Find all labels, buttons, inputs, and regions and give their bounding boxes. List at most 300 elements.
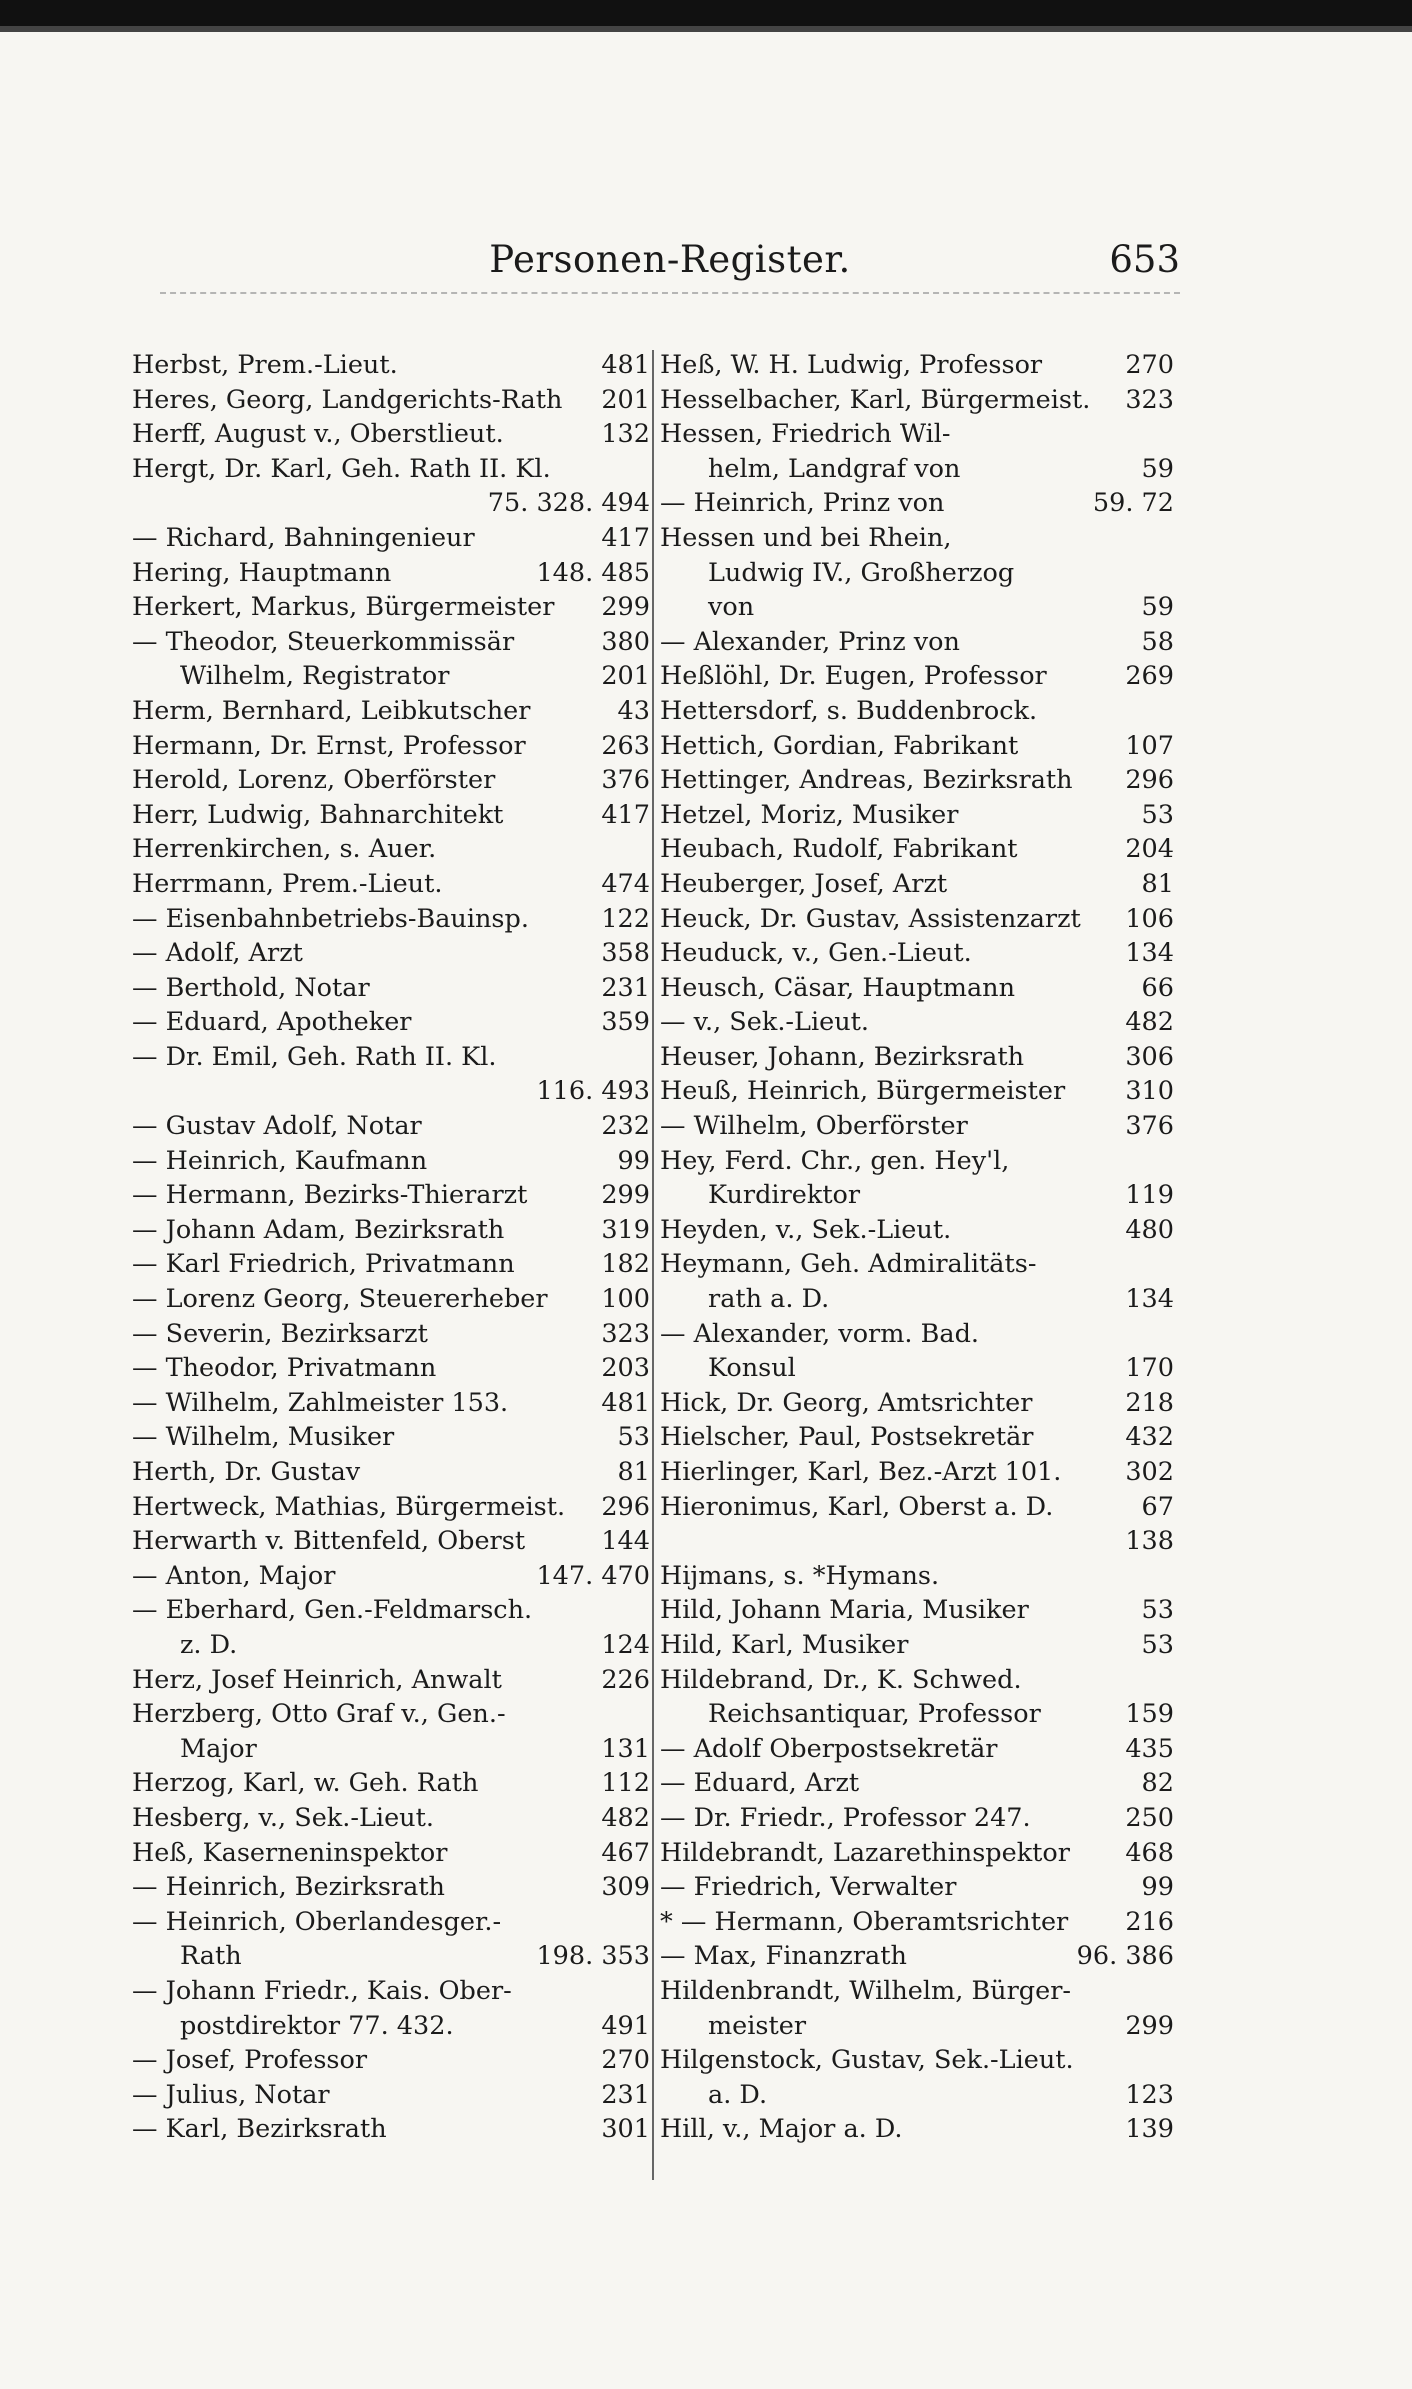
entry-page-refs: 122 [601, 903, 650, 934]
entry-page-refs: 106 [1125, 903, 1174, 934]
index-entry [132, 1144, 650, 1179]
entry-text: Hermann, Dr. Ernst, Professor [132, 730, 526, 761]
entry-text: Hettich, Gordian, Fabrikant [660, 730, 1019, 761]
entry-text: — Julius, Notar [132, 2079, 330, 2110]
entry-text: Hessen, Friedrich Wil- [660, 419, 951, 450]
entry-page-refs: 182 [601, 1249, 650, 1280]
index-entry [132, 798, 650, 833]
entry-text: Heuck, Dr. Gustav, Assistenzarzt [660, 903, 1081, 934]
entry-page-refs: 99 [1141, 1872, 1174, 1903]
entry-page-refs: 263 [601, 730, 650, 761]
entry-text: Heßlöhl, Dr. Eugen, Professor [660, 661, 1047, 692]
index-entry [660, 625, 1174, 660]
index-entry [132, 625, 650, 660]
index-entry [660, 1455, 1174, 1490]
entry-page-refs: 82 [1141, 1768, 1174, 1799]
entry-page-refs: 299 [601, 592, 650, 623]
entry-text: Herbst, Prem.-Lieut. [132, 350, 398, 380]
entry-text: — Heinrich, Bezirksrath [132, 1872, 445, 1903]
entry-text: Heuß, Heinrich, Bürgermeister [660, 1076, 1066, 1107]
entry-text: — Dr. Friedr., Professor 247. [660, 1802, 1031, 1833]
entry-page-refs: 53 [1141, 1595, 1174, 1626]
entry-text: Hild, Johann Maria, Musiker [660, 1595, 1029, 1626]
index-entry [660, 1766, 1174, 1801]
entry-text: Ludwig IV., Großherzog [708, 557, 1015, 588]
entry-page-refs: 198. 353 [536, 1941, 650, 1972]
entry-page-refs: 380 [601, 626, 650, 657]
entry-text: — Max, Finanzrath [660, 1941, 907, 1972]
index-entry [132, 1247, 650, 1282]
entry-page-refs: 319 [601, 1214, 650, 1245]
index-entry [132, 1178, 650, 1213]
index-entry [132, 763, 650, 798]
index-entry [660, 452, 1174, 487]
entry-text: Hessen und bei Rhein, [660, 522, 952, 553]
index-entry [132, 2043, 650, 2078]
entry-text: — Hermann, Bezirks-Thierarzt [132, 1180, 528, 1211]
entry-text: — Heinrich, Oberlandesger.- [132, 1906, 502, 1937]
index-entry [132, 1317, 650, 1352]
index-entry [132, 2009, 650, 2044]
entry-text: Herff, August v., Oberstlieut. [132, 419, 504, 450]
entry-page-refs: 53 [1141, 799, 1174, 830]
entry-page-refs: 112 [601, 1768, 650, 1799]
entry-text: Hijmans, s. *Hymans. [660, 1560, 940, 1591]
entry-page-refs: 232 [601, 1111, 650, 1142]
scan-edge-shadow [0, 26, 1412, 32]
index-entry [660, 556, 1174, 591]
entry-text: Heß, Kaserneninspektor [132, 1837, 448, 1868]
entry-page-refs: 270 [601, 2045, 650, 2076]
entry-page-refs: 467 [601, 1837, 650, 1868]
entry-text: a. D. [708, 2079, 768, 2110]
entry-page-refs: 67 [1141, 1491, 1174, 1522]
entry-page-refs: 310 [1125, 1076, 1174, 1107]
index-entry [132, 1732, 650, 1767]
index-entry [132, 1386, 650, 1421]
entry-page-refs: 159 [1125, 1699, 1174, 1730]
entry-text: Herrmann, Prem.-Lieut. [132, 868, 443, 899]
entry-text: Hill, v., Major a. D. [660, 2114, 903, 2145]
page-header [160, 238, 1180, 286]
entry-text: — v., Sek.-Lieut. [660, 1007, 869, 1038]
entry-text: — Dr. Emil, Geh. Rath II. Kl. [132, 1041, 497, 1072]
index-entry [132, 1490, 650, 1525]
index-entry [660, 1559, 1174, 1594]
index-entry [660, 2078, 1174, 2113]
index-entry [132, 1593, 650, 1628]
page-number: 653 [1109, 238, 1180, 281]
index-entry [132, 1524, 650, 1559]
index-entry [660, 1109, 1174, 1144]
entry-text: — Eisenbahnbetriebs-Bauinsp. [132, 903, 529, 934]
page-title: Personen-Register. [489, 238, 851, 281]
entry-text: Konsul [708, 1353, 796, 1384]
index-entry [132, 1005, 650, 1040]
entry-text: — Wilhelm, Zahlmeister 153. [132, 1387, 509, 1418]
entry-text: Heuser, Johann, Bezirksrath [660, 1041, 1024, 1072]
entry-text: — Alexander, vorm. Bad. [660, 1318, 979, 1349]
entry-text: Herrenkirchen, s. Auer. [132, 834, 437, 865]
index-entry [660, 1040, 1174, 1075]
entry-text: * — Hermann, Oberamtsrichter [660, 1906, 1069, 1937]
entry-text: — Wilhelm, Musiker [132, 1422, 395, 1453]
entry-text: Herzberg, Otto Graf v., Gen.- [132, 1699, 506, 1730]
entry-page-refs: 66 [1141, 972, 1174, 1003]
entry-text: meister [708, 2010, 807, 2041]
entry-text: — Friedrich, Verwalter [660, 1872, 957, 1903]
entry-page-refs: 376 [1125, 1111, 1174, 1142]
entry-text: Hetzel, Moriz, Musiker [660, 799, 959, 830]
index-entry [660, 1247, 1174, 1282]
index-entry [132, 1628, 650, 1663]
index-entry [660, 729, 1174, 764]
entry-page-refs: 132 [601, 419, 650, 450]
entry-text: Herr, Ludwig, Bahnarchitekt [132, 799, 504, 830]
index-entry [132, 1766, 650, 1801]
entry-page-refs: 359 [601, 1007, 650, 1038]
index-entry [660, 1870, 1174, 1905]
index-entry [660, 1593, 1174, 1628]
entry-text: — Eduard, Apotheker [132, 1007, 412, 1038]
index-entry [660, 798, 1174, 833]
entry-page-refs: 59 [1141, 453, 1174, 484]
entry-text: Herz, Josef Heinrich, Anwalt [132, 1664, 502, 1695]
entry-page-refs: 269 [1125, 661, 1174, 692]
entry-page-refs: 59 [1141, 592, 1174, 623]
index-entry [132, 417, 650, 452]
entry-page-refs: 435 [1125, 1733, 1174, 1764]
entry-text: — Adolf Oberpostsekretär [660, 1733, 998, 1764]
entry-page-refs: 134 [1125, 1284, 1174, 1315]
index-entry [660, 1628, 1174, 1663]
entry-text: Herold, Lorenz, Oberförster [132, 765, 496, 796]
index-entry [132, 1663, 650, 1698]
entry-page-refs: 124 [601, 1629, 650, 1660]
index-entry [132, 1559, 650, 1594]
entry-page-refs: 302 [1125, 1457, 1174, 1487]
entry-text: Herm, Bernhard, Leibkutscher [132, 695, 531, 726]
index-entry [132, 1351, 650, 1386]
entry-page-refs: 482 [601, 1802, 650, 1833]
entry-text: Hesselbacher, Karl, Bürgermeist. [660, 384, 1091, 415]
entry-text: Heuduck, v., Gen.-Lieut. [660, 938, 972, 969]
index-entry [660, 1732, 1174, 1767]
index-entry [660, 1074, 1174, 1109]
entry-text: Hesberg, v., Sek.-Lieut. [132, 1802, 434, 1833]
entry-text: rath a. D. [708, 1284, 830, 1315]
entry-text: Heubach, Rudolf, Fabrikant [660, 834, 1018, 865]
entry-text: — Eberhard, Gen.-Feldmarsch. [132, 1595, 533, 1626]
entry-page-refs: 306 [1125, 1041, 1174, 1072]
entry-text: Hildebrandt, Lazarethinspektor [660, 1837, 1070, 1868]
entry-page-refs: 323 [601, 1318, 650, 1349]
entry-text: Herth, Dr. Gustav [132, 1457, 361, 1487]
entry-page-refs: 417 [601, 799, 650, 830]
index-entry [132, 832, 650, 867]
index-entry [660, 902, 1174, 937]
entry-text: Major [180, 1733, 257, 1764]
index-entry [660, 1420, 1174, 1455]
entry-page-refs: 59. 72 [1092, 488, 1174, 519]
entry-page-refs: 299 [1125, 2010, 1174, 2041]
entry-text: — Severin, Bezirksarzt [132, 1318, 428, 1349]
index-entry [660, 1801, 1174, 1836]
entry-page-refs: 116. 493 [536, 1076, 650, 1107]
entry-text: Herwarth v. Bittenfeld, Oberst [132, 1526, 526, 1557]
entry-page-refs: 148. 485 [536, 557, 650, 588]
index-entry [660, 867, 1174, 902]
entry-page-refs: 138 [1125, 1526, 1174, 1557]
index-entry [660, 1213, 1174, 1248]
index-entry [132, 590, 650, 625]
index-entry [132, 1974, 650, 2009]
index-entry [660, 521, 1174, 556]
entry-text: Wilhelm, Registrator [180, 661, 450, 692]
entry-text: — Richard, Bahningenieur [132, 522, 475, 553]
entry-text: — Josef, Professor [132, 2045, 368, 2076]
left-column [132, 348, 650, 2147]
entry-text: Hilgenstock, Gustav, Sek.-Lieut. [660, 2045, 1074, 2076]
index-entry [660, 1490, 1174, 1525]
index-entry [132, 867, 650, 902]
entry-text: z. D. [180, 1629, 238, 1660]
index-entry [132, 1801, 650, 1836]
index-entry [132, 521, 650, 556]
index-entry [660, 383, 1174, 418]
index-entry [660, 1905, 1174, 1940]
entry-page-refs: 119 [1125, 1180, 1174, 1211]
entry-page-refs: 218 [1125, 1387, 1174, 1418]
header-rule [160, 292, 1180, 294]
index-entry [132, 1213, 650, 1248]
entry-text: Heuberger, Josef, Arzt [660, 868, 948, 899]
index-entry [132, 1074, 650, 1109]
entry-text: postdirektor 77. 432. [180, 2010, 454, 2041]
index-entry [660, 2112, 1174, 2147]
entry-page-refs: 123 [1125, 2079, 1174, 2110]
entry-page-refs: 481 [601, 1387, 650, 1418]
index-entry [660, 1351, 1174, 1386]
entry-page-refs: 216 [1125, 1906, 1174, 1937]
entry-page-refs: 231 [601, 2079, 650, 2110]
index-entry [660, 417, 1174, 452]
index-entry [660, 348, 1174, 383]
entry-text: Reichsantiquar, Professor [708, 1699, 1041, 1730]
entry-text: — Theodor, Steuerkommissär [132, 626, 515, 657]
index-entry [132, 1836, 650, 1871]
index-entry [660, 1939, 1174, 1974]
entry-text: Hertweck, Mathias, Bürgermeist. [132, 1491, 566, 1522]
index-entry [660, 590, 1174, 625]
index-entry [132, 729, 650, 764]
entry-text: Heres, Georg, Landgerichts-Rath [132, 384, 563, 415]
index-entry [660, 1144, 1174, 1179]
index-entry [660, 763, 1174, 798]
index-entry [660, 1697, 1174, 1732]
entry-text: Hering, Hauptmann [132, 557, 392, 588]
index-entry [660, 1005, 1174, 1040]
entry-text: Rath [180, 1941, 242, 1972]
entry-page-refs: 474 [601, 868, 650, 899]
entry-page-refs: 96. 386 [1076, 1941, 1174, 1972]
entry-page-refs: 417 [601, 522, 650, 553]
entry-page-refs: 100 [601, 1284, 650, 1315]
index-entry [660, 486, 1174, 521]
index-entry [132, 902, 650, 937]
entry-text: — Lorenz Georg, Steuererheber [132, 1284, 548, 1315]
entry-text: Kurdirektor [708, 1180, 861, 1211]
index-entry [660, 1386, 1174, 1421]
index-entry [132, 1109, 650, 1144]
index-entry [660, 659, 1174, 694]
index-entry [132, 2078, 650, 2113]
index-entry [660, 1524, 1174, 1559]
entry-page-refs: 144 [601, 1526, 650, 1557]
entry-page-refs: 226 [601, 1664, 650, 1695]
entry-text: Hild, Karl, Musiker [660, 1629, 909, 1660]
index-entry [132, 936, 650, 971]
entry-text: — Heinrich, Prinz von [660, 488, 945, 519]
index-entry [132, 1420, 650, 1455]
index-entry [132, 1040, 650, 1075]
column-divider [652, 350, 654, 2180]
index-entry [660, 971, 1174, 1006]
index-entry [132, 556, 650, 591]
index-entry [132, 694, 650, 729]
entry-page-refs: 296 [1125, 765, 1174, 796]
entry-text: — Berthold, Notar [132, 972, 370, 1003]
entry-page-refs: 231 [601, 972, 650, 1003]
entry-page-refs: 296 [601, 1491, 650, 1522]
entry-page-refs: 309 [601, 1872, 650, 1903]
entry-text: — Karl Friedrich, Privatmann [132, 1249, 515, 1280]
index-entry [660, 832, 1174, 867]
entry-text: — Heinrich, Kaufmann [132, 1145, 428, 1176]
index-entry [132, 1455, 650, 1490]
entry-text: Hielscher, Paul, Postsekretär [660, 1422, 1034, 1453]
entry-page-refs: 58 [1141, 626, 1174, 657]
entry-text: — Johann Adam, Bezirksrath [132, 1214, 505, 1245]
scan-edge-top [0, 0, 1412, 26]
index-entry [660, 1178, 1174, 1213]
index-entry [660, 936, 1174, 971]
entry-page-refs: 250 [1125, 1802, 1174, 1833]
entry-page-refs: 203 [601, 1353, 650, 1384]
entry-page-refs: 75. 328. 494 [487, 488, 650, 519]
entry-page-refs: 204 [1125, 834, 1174, 865]
entry-text: — Eduard, Arzt [660, 1768, 860, 1799]
entry-page-refs: 139 [1125, 2114, 1174, 2145]
index-entry [132, 383, 650, 418]
entry-page-refs: 323 [1125, 384, 1174, 415]
index-entry [132, 971, 650, 1006]
entry-page-refs: 491 [601, 2010, 650, 2041]
entry-text: Hick, Dr. Georg, Amtsrichter [660, 1387, 1033, 1418]
index-entry [132, 1939, 650, 1974]
entry-text: Hieronimus, Karl, Oberst a. D. [660, 1491, 1054, 1522]
entry-page-refs: 107 [1125, 730, 1174, 761]
index-entry [660, 1317, 1174, 1352]
entry-text: Herkert, Markus, Bürgermeister [132, 592, 555, 623]
entry-text: — Wilhelm, Oberförster [660, 1111, 968, 1142]
entry-text: von [708, 592, 755, 623]
index-entry [132, 1905, 650, 1940]
entry-text: — Alexander, Prinz von [660, 626, 960, 657]
index-entry [660, 2009, 1174, 2044]
entry-page-refs: 432 [1125, 1422, 1174, 1453]
entry-text: Heyden, v., Sek.-Lieut. [660, 1214, 952, 1245]
entry-text: Hildenbrandt, Wilhelm, Bürger- [660, 1975, 1072, 2006]
entry-page-refs: 201 [601, 384, 650, 415]
entry-page-refs: 170 [1125, 1353, 1174, 1384]
index-entry [660, 694, 1174, 729]
entry-text: — Anton, Major [132, 1560, 336, 1591]
entry-text: — Theodor, Privatmann [132, 1353, 437, 1384]
entry-text: — Johann Friedr., Kais. Ober- [132, 1975, 512, 2006]
entry-text: — Karl, Bezirksrath [132, 2114, 387, 2145]
entry-page-refs: 299 [601, 1180, 650, 1211]
entry-text: — Gustav Adolf, Notar [132, 1111, 422, 1142]
entry-text: — Adolf, Arzt [132, 938, 303, 969]
index-entry [660, 2043, 1174, 2078]
entry-page-refs: 81 [1141, 868, 1174, 899]
entry-text: Heusch, Cäsar, Hauptmann [660, 972, 1016, 1003]
entry-page-refs: 53 [617, 1422, 650, 1453]
entry-page-refs: 301 [601, 2114, 650, 2145]
entry-page-refs: 81 [617, 1457, 650, 1487]
entry-page-refs: 147. 470 [536, 1560, 650, 1591]
index-entry [132, 1697, 650, 1732]
entry-page-refs: 270 [1125, 350, 1174, 380]
entry-page-refs: 43 [617, 695, 650, 726]
index-entry [660, 1282, 1174, 1317]
index-entry [660, 1974, 1174, 2009]
entry-text: Hey, Ferd. Chr., gen. Hey'l, [660, 1145, 1010, 1176]
entry-page-refs: 482 [1125, 1007, 1174, 1038]
entry-page-refs: 201 [601, 661, 650, 692]
entry-text: Herzog, Karl, w. Geh. Rath [132, 1768, 479, 1799]
entry-text: helm, Landgraf von [708, 453, 961, 484]
index-entry [660, 1663, 1174, 1698]
index-entry [132, 1870, 650, 1905]
entry-text: Hettersdorf, s. Buddenbrock. [660, 695, 1038, 726]
entry-page-refs: 468 [1125, 1837, 1174, 1868]
entry-text: Heß, W. H. Ludwig, Professor [660, 350, 1043, 380]
entry-text: Hierlinger, Karl, Bez.-Arzt 101. [660, 1457, 1062, 1487]
index-entry [132, 348, 650, 383]
entry-page-refs: 53 [1141, 1629, 1174, 1660]
entry-page-refs: 99 [617, 1145, 650, 1176]
entry-text: Heymann, Geh. Admiralitäts- [660, 1249, 1037, 1280]
entry-text: Hergt, Dr. Karl, Geh. Rath II. Kl. [132, 453, 551, 484]
entry-page-refs: 481 [601, 350, 650, 380]
entry-page-refs: 480 [1125, 1214, 1174, 1245]
entry-text: Hildebrand, Dr., K. Schwed. [660, 1664, 1022, 1695]
index-entry [132, 659, 650, 694]
index-entry [132, 452, 650, 487]
index-entry [132, 2112, 650, 2147]
entry-page-refs: 134 [1125, 938, 1174, 969]
right-column [660, 348, 1174, 2147]
index-entry [660, 1836, 1174, 1871]
entry-page-refs: 358 [601, 938, 650, 969]
index-entry [132, 486, 650, 521]
entry-page-refs: 376 [601, 765, 650, 796]
index-entry [132, 1282, 650, 1317]
entry-text: Hettinger, Andreas, Bezirksrath [660, 765, 1073, 796]
entry-page-refs: 131 [601, 1733, 650, 1764]
